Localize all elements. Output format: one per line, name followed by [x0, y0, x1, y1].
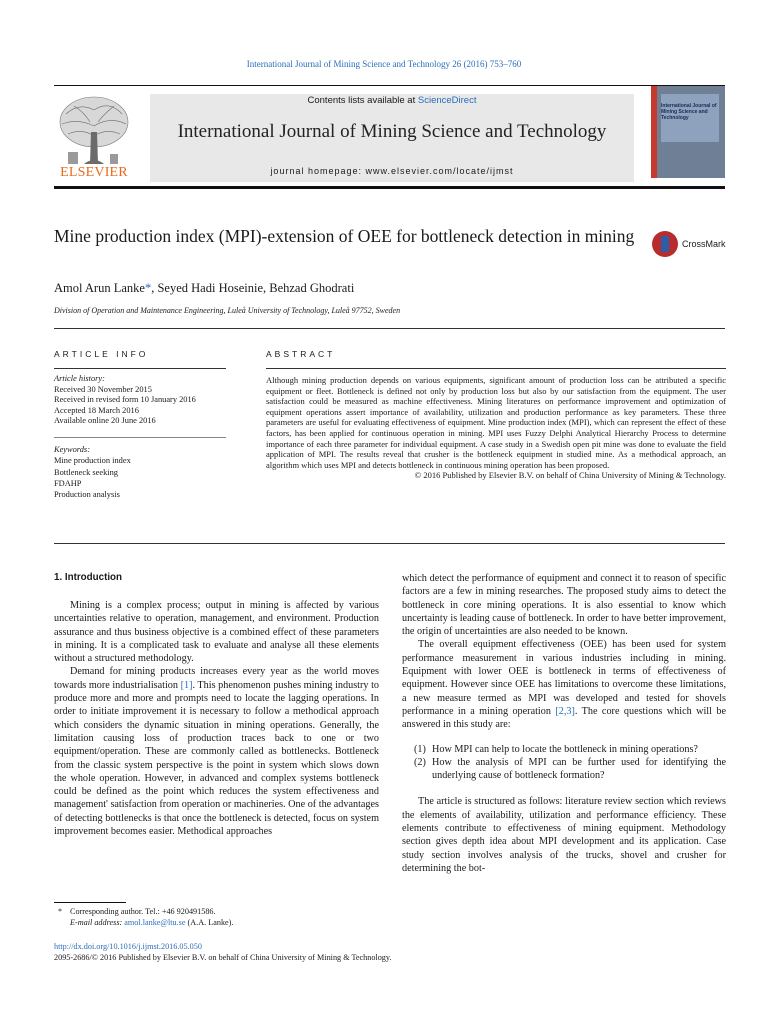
body-column-right: [402, 572, 726, 875]
paragraph: which detect the performance of equipment and connect it to reason of specific factors are a few in mining researches. The proposed study aims to detect the bottleneck in core mining operations. It is also essential to know which uncertainty is leading cause of bottleneck. In order to have better improvement, the origin of uncertainties are also needed to be known.: [402, 573, 726, 638]
history-label: Article history:: [54, 374, 105, 383]
journal-title: International Journal of Mining Science and Technology: [177, 121, 607, 142]
paragraph: The article is structured as follows: literature review section which reviews the elements of availability, utilization and performance efficiency. These elements contribute to effectiveness of mining equipment. Methodology section gives depth idea about MPI development and its application. Case study section involves analysis of the trucks, shovel and crusher for determining the bot-: [402, 796, 726, 874]
keywords: [54, 444, 226, 500]
doi-link[interactable]: http://dx.doi.org/10.1016/j.ijmst.2016.05.050: [54, 942, 202, 951]
paragraph: Mining is a complex process; output in mining is affected by various uncertainties relative to operation, management, and environment. Production assurance and thus business objective is a combined effect of these parameters in mining. It is a complicated task to evaluate and analyse all these elements without a structured methodology.: [54, 600, 379, 665]
homepage-url[interactable]: www.elsevier.com/locate/ijmst: [365, 166, 514, 176]
header-bottom-rule: [54, 186, 725, 189]
cover-title: International Journal of Mining Science and Technology: [661, 103, 717, 121]
corresponding-mark[interactable]: *: [144, 281, 152, 295]
author-list: [54, 281, 354, 296]
journal-cover-thumbnail[interactable]: [651, 86, 725, 178]
corresponding-author-note: * Corresponding author. Tel.: +46 920491586.: [58, 907, 216, 916]
header-rule: [54, 85, 725, 86]
cover-spine: [651, 86, 657, 178]
homepage-prefix: journal homepage:: [270, 166, 366, 176]
contents-line: [150, 95, 634, 106]
abstract-rule: [266, 368, 726, 369]
abstract-bottom-rule: [54, 543, 725, 544]
keyword-item: FDAHP: [54, 478, 82, 488]
abstract-text: Although mining production depends on various equipments, significant amount of production loss can be attributed a specific equipment or fleet. Bottleneck is defined not only by production loss but also by our satisfaction from the equipment. The user satisfaction could be measured as machine effectiveness. Mining literatures on performance improvement and optimization of equipment operations assert importance of availability, utilization and production performance as key parameters. These three parameters are useful for evaluating effectiveness of equipment. Mine production index (MPI), which can represent the effect of these factors, has been applied for continuous operation in mining. MPI uses Fuzzy Delphi Analytical Hierarchy Process to determine importance of each three parameter for individual equipment. A case study in a Swedish open pit mine was done to evaluate the field application of MPI. The results reveal that crusher is the bottleneck equipment in studied mine. As a methodical approach, an algorithm which uses MPI and detects bottleneck in continuous mining operation has been proposed.: [266, 375, 726, 470]
question-item: (1) How MPI can help to locate the bottleneck in mining operations?: [414, 743, 698, 755]
body-column-left: [54, 599, 379, 838]
author-lanke[interactable]: Amol Arun Lanke: [54, 281, 145, 295]
article-info-heading: ARTICLE INFO: [54, 349, 149, 359]
article-history: [54, 374, 226, 427]
keyword-item: Bottleneck seeking: [54, 467, 118, 477]
article-title: Mine production index (MPI)-extension of OEE for bottleneck detection in mining: [54, 226, 635, 246]
crossmark-badge[interactable]: [652, 231, 726, 259]
email-note: E-mail address: amol.lanke@ltu.se (A.A. Lanke).: [70, 918, 234, 927]
citation-link[interactable]: [2,3]: [555, 705, 575, 717]
email-link[interactable]: amol.lanke@ltu.se: [124, 918, 186, 927]
crossmark-icon: [652, 231, 678, 257]
publisher-wordmark: ELSEVIER: [60, 165, 128, 180]
issn-line: 2095-2686/© 2016 Published by Elsevier B.V. on behalf of China University of Mining & Technology.: [54, 953, 392, 962]
abstract-heading: ABSTRACT: [266, 349, 336, 359]
journal-homepage: [150, 166, 634, 176]
affil-rule: [54, 328, 725, 329]
history-online: Available online 20 June 2016: [54, 416, 156, 425]
abstract-copyright: © 2016 Published by Elsevier B.V. on behalf of China University of Mining & Technology.: [414, 470, 726, 481]
abstract-body: [266, 375, 726, 481]
history-revised: Received in revised form 10 January 2016: [54, 395, 196, 404]
other-authors: , Seyed Hadi Hoseinie, Behzad Ghodrati: [151, 281, 355, 295]
paragraph: The overall equipment effectiveness (OEE) has been used for system performance measurement in various industries including in mining. Equipment with lower OEE is bottleneck in terms of effectiveness of equipment. However since OEE has limitations to overcome these limitations, a new measure termed as MPI was developed and tested for shovels performance in a mining operation [2,3]. The core questions which will be answered in this study are:: [402, 639, 726, 731]
contents-prefix: Contents lists available at: [307, 95, 418, 106]
info-rule: [54, 368, 226, 369]
journal-citation[interactable]: International Journal of Mining Science and Technology 26 (2016) 753–760: [246, 59, 522, 69]
paragraph: Demand for mining products increases every year as the world moves towards more industrialisation [1]. This phenomenon pushes mining industry to produce more and more and prompts need to locate the lagging operations. In order to initiate improvement it is necessary to follow a methodical approach which considers the dynamic situation in mining operations. Generally, the limitation causing loss of production traces back to one or two equipment/operation. These are commonly called as bottlenecks. Bottleneck from the classic system perspective is the point in system which slows down the whole operation. However, in advanced and complex systems bottleneck could be defined as the point which reduces the system effectiveness and management' satisfaction from operation or machineries. One of the advantages of detecting bottlenecks is that once the bottleneck is detected, focus on system improvement becomes easier. Methodical approaches: [54, 666, 379, 838]
citation-link[interactable]: [1]: [180, 679, 193, 691]
history-received: Received 30 November 2015: [54, 384, 152, 394]
affiliation: Division of Operation and Maintenance Engineering, Luleå University of Technology, Luleå 97752, Sweden: [54, 306, 401, 315]
keyword-item: Production analysis: [54, 490, 120, 500]
doi-block: [54, 941, 392, 963]
footnote-rule: [54, 902, 126, 903]
history-rule: [54, 437, 226, 438]
question-item: (2) How the analysis of MPI can be further used for identifying the underlying cause of bottleneck formation?: [414, 756, 726, 782]
history-accepted: Accepted 18 March 2016: [54, 405, 139, 415]
sciencedirect-link[interactable]: ScienceDirect: [417, 95, 477, 106]
keyword-item: Mine production index: [54, 456, 131, 466]
crossmark-label: CrossMark: [682, 239, 726, 249]
footnote: [54, 906, 233, 928]
section-heading-introduction: 1. Introduction: [54, 572, 123, 583]
keywords-label: Keywords:: [54, 445, 90, 454]
